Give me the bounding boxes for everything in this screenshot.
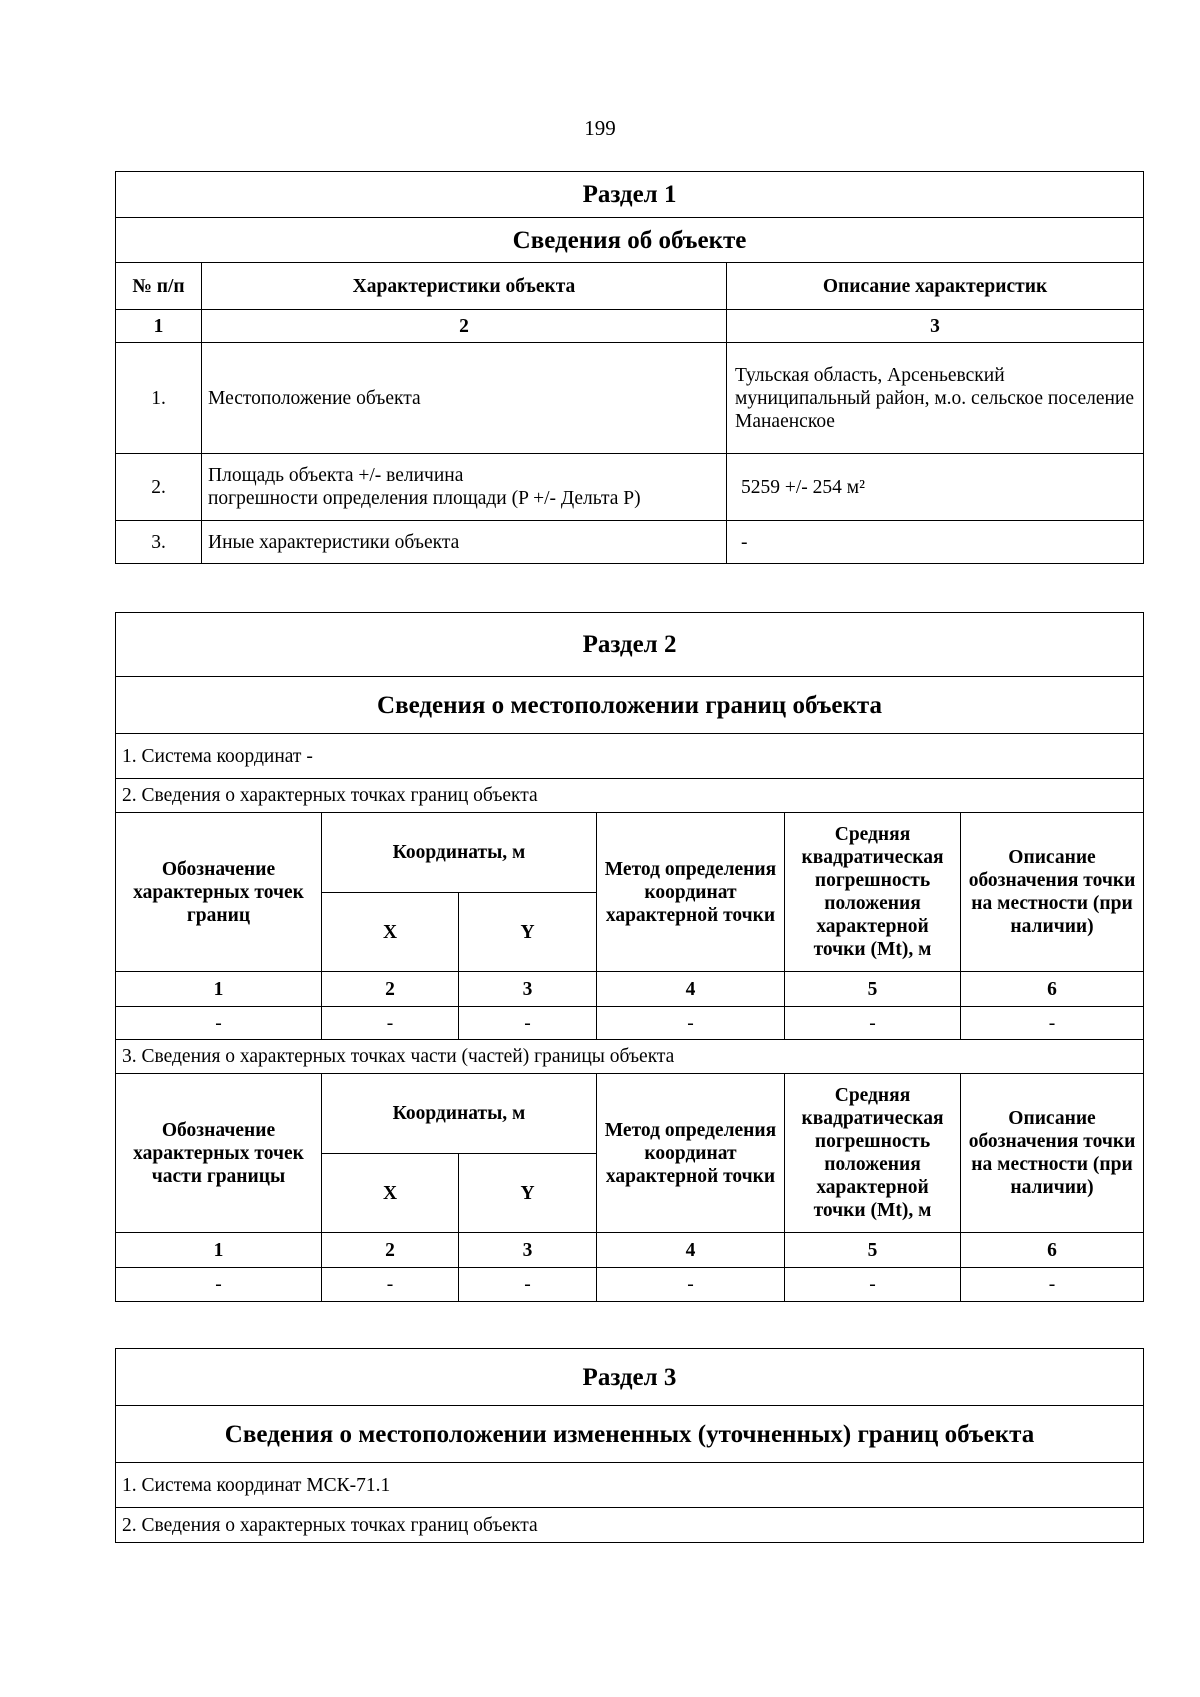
header-designation-part: Обозначение характерных точек части границы [116,1074,322,1233]
section2-title: Раздел 2 [116,613,1144,677]
section1-table [115,171,1144,564]
cell-empty: - [785,1007,961,1040]
section2-table [115,612,1144,1302]
header-designation: Обозначение характерных точек границ [116,813,322,972]
cell-empty: - [961,1268,1144,1302]
row-name [202,454,727,521]
table-row [116,521,1144,564]
coord-system: 1. Система координат МСК-71.1 [116,1463,1144,1508]
header-description: Описание характеристик [727,263,1144,310]
cell-empty: - [597,1268,785,1302]
cell-empty: - [459,1007,597,1040]
col-number: 4 [597,1233,785,1268]
table-row [116,1007,1144,1040]
col-number: 3 [727,310,1144,343]
header-error: Средняя квадратическая погрешность положения характерной точки (Mt), м [785,813,961,972]
section3-table [115,1348,1144,1543]
col-number: 2 [322,1233,459,1268]
part-points-title: 3. Сведения о характерных точках части (частей) границы объекта [116,1040,1144,1074]
col-number: 2 [322,972,459,1007]
header-method: Метод определения координат характерной точки [597,1074,785,1233]
cell-empty: - [597,1007,785,1040]
col-number: 5 [785,1233,961,1268]
cell-empty: - [459,1268,597,1302]
col-number: 1 [116,310,202,343]
points-title: 2. Сведения о характерных точках границ объекта [116,779,1144,813]
row-value: Тульская область, Арсеньевский муниципальный район, м.о. сельское поселение Манаенское [727,343,1144,454]
header-point-description: Описание обозначения точки на местности (при наличии) [961,1074,1144,1233]
points-title: 2. Сведения о характерных точках границ объекта [116,1508,1144,1543]
col-number: 1 [116,1233,322,1268]
header-y: Y [459,1154,597,1233]
header-error: Средняя квадратическая погрешность положения характерной точки (Mt), м [785,1074,961,1233]
col-number: 5 [785,972,961,1007]
header-coordinates: Координаты, м [322,1074,597,1154]
section3-subtitle: Сведения о местоположении измененных (уточненных) границ объекта [116,1406,1144,1463]
header-method: Метод определения координат характерной точки [597,813,785,972]
col-number: 4 [597,972,785,1007]
row-name: Местоположение объекта [202,343,727,454]
col-number: 6 [961,972,1144,1007]
cell-empty: - [116,1268,322,1302]
cell-empty: - [116,1007,322,1040]
section2-subtitle: Сведения о местоположении границ объекта [116,677,1144,734]
col-number: 3 [459,1233,597,1268]
col-number: 6 [961,1233,1144,1268]
cell-empty: - [961,1007,1144,1040]
page-number: 199 [584,116,616,140]
row-number: 2. [116,454,202,521]
coord-system: 1. Система координат - [116,734,1144,779]
row-number: 3. [116,521,202,564]
row-number: 1. [116,343,202,454]
header-point-description: Описание обозначения точки на местности (при наличии) [961,813,1144,972]
header-x: X [322,1154,459,1233]
header-x: X [322,893,459,972]
col-number: 3 [459,972,597,1007]
table-row [116,343,1144,454]
header-number: № п/п [116,263,202,310]
header-characteristics: Характеристики объекта [202,263,727,310]
row-name: Иные характеристики объекта [202,521,727,564]
col-number: 2 [202,310,727,343]
table-row [116,1268,1144,1302]
row-name-line: Площадь объекта +/- величина [208,465,464,486]
section1-title: Раздел 1 [116,172,1144,218]
section3-title: Раздел 3 [116,1349,1144,1406]
row-value: - [727,521,1144,564]
header-coordinates: Координаты, м [322,813,597,893]
section1-subtitle: Сведения об объекте [116,218,1144,263]
col-number: 1 [116,972,322,1007]
cell-empty: - [322,1268,459,1302]
table-row [116,454,1144,521]
cell-empty: - [785,1268,961,1302]
row-value: 5259 +/- 254 м² [727,454,1144,521]
row-name-line: погрешности определения площади (P +/- Дельта P) [208,488,641,509]
cell-empty: - [322,1007,459,1040]
header-y: Y [459,893,597,972]
